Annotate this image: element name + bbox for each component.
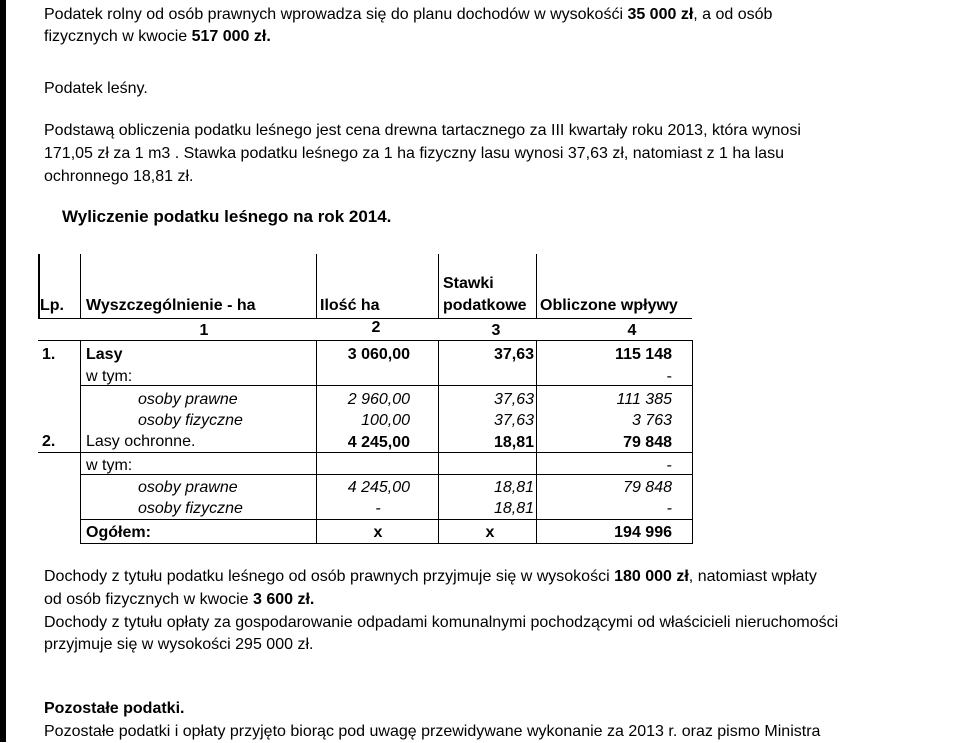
row-rate: 18,81 [493,500,534,517]
col-number-2: 2 [371,319,381,336]
forest-para-line-2: 171,05 zł za 1 m3 . Stawka podatku leśnego za 1 ha fizyczny lasu wynosi 37,63 zł, natomiast z 1 ha lasu [44,145,784,162]
table-border [692,340,693,544]
table-border [80,474,692,475]
row-lp: 2. [42,433,56,450]
page-edge-bar [0,0,6,742]
table-border [316,340,317,544]
forest-tax-heading: Podatek leśny. [44,80,148,97]
header-lp: Lp. [40,297,64,314]
row-rate: 18,81 [493,479,534,496]
row-item: w tym: [86,457,133,474]
col-number-4: 4 [627,322,637,339]
row-item: osoby fizyczne [138,412,243,429]
forest-income-line-1 [44,566,817,588]
other-taxes-heading: Pozostałe podatki. [44,700,185,717]
forest-tax-table [38,254,698,544]
income-amount-natural: 3 600 zł. [252,591,315,608]
row-result: - [666,368,672,385]
table-border [438,340,439,544]
table-border [80,543,692,544]
row-qty: 2 960,00 [347,391,410,408]
income-text: Dochody z tytułu podatku leśnego od osób prawnych przyjmuje się w wysokości [44,568,615,585]
total-qty: x [373,524,383,541]
row-result: 3 763 [631,412,672,429]
row-rate: 18,81 [493,434,534,451]
row-result: 115 148 [615,346,672,363]
forest-income-line-2 [44,589,314,611]
row-lp: 1. [42,346,56,363]
header-rate-line-1: Stawki [443,275,494,292]
col-number-3: 3 [491,322,501,339]
table-border [438,254,439,318]
row-item: osoby prawne [138,391,238,408]
row-qty: 3 060,00 [347,346,410,363]
intro-line-1 [44,4,772,26]
income-amount-legal: 180 000 zł [614,568,689,585]
col-number-1: 1 [199,322,209,339]
table-border [536,254,537,318]
row-qty: 4 245,00 [347,434,410,451]
row-item: w tym: [86,368,133,385]
intro-text-1: Podatek rolny od osób prawnych wprowadza się do planu dochodów w wysokośći 35 000 zł, a od osób [44,6,773,23]
table-border [38,254,40,318]
row-rate: 37,63 [493,391,534,408]
row-item: osoby fizyczne [138,500,243,517]
other-taxes-line-1: Pozostałe podatki i opłaty przyjęto biorąc pod uwagę przewidywane wykonanie za 2013 r. oraz pismo Ministra [44,723,821,740]
total-label: Ogółem: [86,524,151,541]
waste-fee-line-2: przyjmuje się w wysokości 295 000 zł. [44,636,314,653]
forest-para-line-3: ochronnego 18,81 zł. [44,168,194,185]
total-result: 194 996 [614,524,672,541]
header-rate-line-2: podatkowe [443,297,527,314]
header-qty: Ilość ha [320,297,380,314]
row-qty: - [375,500,381,517]
row-item: Lasy [86,346,123,363]
row-result: 79 848 [623,434,672,451]
header-result: Obliczone wpływy [540,297,678,314]
row-result: - [666,500,672,517]
row-item: osoby prawne [138,479,238,496]
row-result: 111 385 [616,391,672,408]
table-border [38,452,692,453]
forest-para-line-1: Podstawą obliczenia podatku leśnego jest cena drewna tartacznego za III kwartały roku 2013, która wynosi [44,122,801,139]
waste-fee-line-1: Dochody z tytułu opłaty za gospodarowanie odpadami komunalnymi pochodzącymi od właścicieli nieruchomości [44,614,839,631]
table-border [80,340,81,544]
table-border [80,254,81,318]
row-result: 79 848 [623,479,672,496]
table-border [38,318,692,319]
table-border [80,385,692,386]
row-item: Lasy ochronne. [86,433,196,450]
income-text-2: od osób fizycznych w kwocie [44,591,253,608]
row-rate: 37,63 [493,346,534,363]
intro-line-2: fizycznych w kwocie 517 000 zł. [44,28,271,45]
row-qty: 100,00 [361,412,410,429]
row-qty: 4 245,00 [347,479,410,496]
table-title: Wyliczenie podatku leśnego na rok 2014. [62,207,392,226]
header-item: Wyszczególnienie - ha [86,297,256,314]
table-border [536,340,537,544]
row-result: - [666,457,672,474]
table-border [316,254,317,318]
table-border [38,340,692,341]
table-border [80,519,692,520]
income-text-end: , natomiast wpłaty [688,568,817,585]
row-rate: 37,63 [493,412,534,429]
total-rate: x [485,524,495,541]
